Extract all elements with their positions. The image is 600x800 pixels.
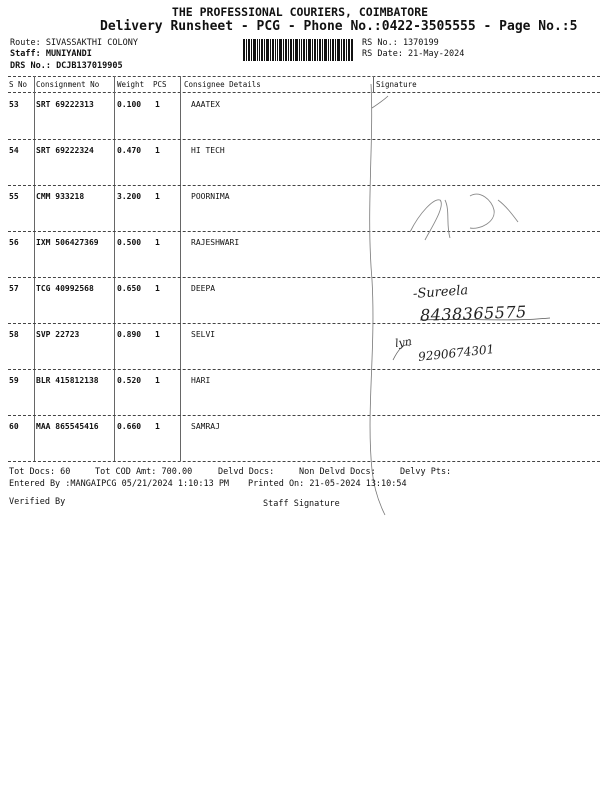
route-label: Route: SIVASSAKTHI COLONY — [10, 38, 138, 48]
table-row-pcs: 1 — [155, 192, 160, 201]
table-row-pcs: 1 — [155, 284, 160, 293]
table-row-pcs: 1 — [155, 422, 160, 431]
table-row-sno: 58 — [9, 330, 19, 339]
table-row-consignee: HI TECH — [191, 146, 225, 155]
signature-tick — [372, 96, 388, 108]
table-row-consignment: BLR 415812138 — [36, 376, 99, 385]
row-divider — [8, 139, 600, 140]
row-divider — [8, 185, 600, 186]
row-divider — [8, 369, 600, 370]
table-row-sno: 60 — [9, 422, 19, 431]
table-row-pcs: 1 — [155, 330, 160, 339]
table-row-consignee: SAMRAJ — [191, 422, 220, 431]
barcode — [243, 39, 353, 61]
table-row-consignment: TCG 40992568 — [36, 284, 94, 293]
non-delivered-docs: Non Delvd Docs: — [299, 467, 376, 477]
table-row-sno: 59 — [9, 376, 19, 385]
table-header-rule — [8, 92, 600, 93]
table-row-consignment: MAA 865545416 — [36, 422, 99, 431]
table-row-sno: 54 — [9, 146, 19, 155]
row-divider — [8, 323, 600, 324]
table-row-consignment: SRT 69222313 — [36, 100, 94, 109]
table-row-weight: 0.500 — [117, 238, 142, 247]
delivered-docs: Delvd Docs: — [218, 467, 275, 477]
col-header-pcs: PCS — [153, 80, 167, 89]
table-row-sno: 57 — [9, 284, 19, 293]
printed-on: Printed On: 21-05-2024 13:10:54 — [248, 479, 407, 489]
row-divider — [8, 461, 600, 462]
delivery-points: Delvy Pts: — [400, 467, 452, 477]
table-row-weight: 0.520 — [117, 376, 142, 385]
staff-label: Staff: MUNIYANDI — [10, 49, 92, 59]
staff-signature: Staff Signature — [263, 499, 340, 509]
verified-by: Verified By — [9, 497, 66, 507]
rs-date: RS Date: 21-May-2024 — [362, 49, 465, 59]
handwritten-phone-57: 8438365575 — [419, 302, 528, 325]
table-row-pcs: 1 — [155, 100, 160, 109]
table-row-weight: 0.100 — [117, 100, 142, 109]
row-divider — [8, 415, 600, 416]
table-row-consignment: SVP 22723 — [36, 330, 80, 339]
col-divider — [34, 76, 35, 461]
col-divider — [114, 76, 115, 461]
table-row-consignee: SELVI — [191, 330, 216, 339]
company-title: THE PROFESSIONAL COURIERS, COIMBATORE — [171, 5, 429, 19]
table-row-pcs: 1 — [155, 376, 160, 385]
col-header-consignee: Consignee Details — [184, 80, 261, 89]
table-row-sno: 55 — [9, 192, 19, 201]
col-header-weight: Weight — [117, 80, 145, 89]
table-row-weight: 0.890 — [117, 330, 142, 339]
rs-number: RS No.: 1370199 — [362, 38, 439, 48]
table-row-consignee: RAJESHWARI — [191, 238, 240, 247]
handwritten-name-58: lyn — [394, 334, 413, 351]
table-row-pcs: 1 — [155, 238, 160, 247]
row-divider — [8, 277, 600, 278]
col-divider — [373, 76, 374, 93]
runsheet-title: Delivery Runsheet - PCG - Phone No.:0422-3505555 - Page No.:5 — [100, 19, 578, 34]
table-row-consignee: HARI — [191, 376, 211, 385]
table-row-consignment: SRT 69222324 — [36, 146, 94, 155]
col-divider — [180, 76, 181, 461]
table-row-sno: 53 — [9, 100, 19, 109]
table-row-weight: 0.470 — [117, 146, 142, 155]
signature-scribble — [410, 194, 518, 240]
col-header-signature: Signature — [376, 80, 417, 89]
drs-number — [10, 61, 123, 71]
table-row-weight: 3.200 — [117, 192, 142, 201]
table-row-consignment: CMM 933218 — [36, 192, 85, 201]
table-row-sno: 56 — [9, 238, 19, 247]
drs-value: DCJB137019905 — [56, 61, 123, 71]
total-cod-amount: Tot COD Amt: 700.00 — [95, 467, 193, 477]
handwritten-phone-58: 9290674301 — [417, 342, 495, 364]
col-header-consignment: Consignment No — [36, 80, 100, 89]
table-row-consignee: AAATEX — [191, 100, 220, 109]
signature-stroke — [370, 84, 385, 515]
table-row-consignee: DEEPA — [191, 284, 216, 293]
table-top-rule — [8, 76, 600, 77]
entered-by: Entered By :MANGAIPCG 05/21/2024 1:10:13 PM — [9, 479, 230, 489]
table-row-consignee: POORNIMA — [191, 192, 230, 201]
col-header-sno: S No — [9, 80, 28, 89]
table-row-weight: 0.660 — [117, 422, 142, 431]
row-divider — [8, 231, 600, 232]
table-row-pcs: 1 — [155, 146, 160, 155]
drs-label: DRS No.: — [10, 61, 57, 71]
handwritten-name-57: -Sureela — [412, 283, 469, 302]
table-row-weight: 0.650 — [117, 284, 142, 293]
table-row-consignment: IXM 506427369 — [36, 238, 99, 247]
total-docs: Tot Docs: 60 — [9, 467, 71, 477]
